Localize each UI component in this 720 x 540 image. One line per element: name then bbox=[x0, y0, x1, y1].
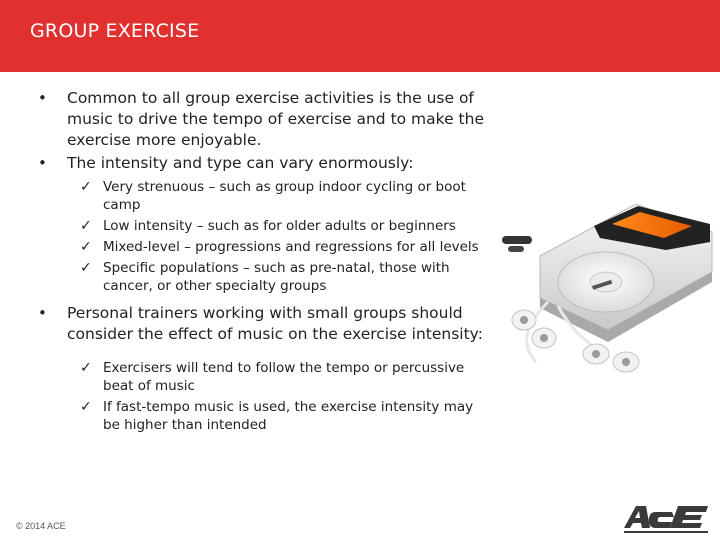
checkmark-icon: ✓ bbox=[80, 179, 92, 195]
bullet-icon: • bbox=[38, 304, 47, 322]
slide-content bbox=[38, 88, 488, 442]
sub-list bbox=[78, 178, 488, 295]
bullet-icon: • bbox=[38, 154, 47, 172]
bullet-text: Personal trainers working with small groups should consider the effect of music on the exercise intensity: bbox=[67, 304, 483, 343]
bullet-item bbox=[38, 153, 488, 174]
sub-text: Exercisers will tend to follow the tempo or percussive beat of music bbox=[103, 360, 465, 394]
bullet-icon: • bbox=[38, 89, 47, 107]
sub-item bbox=[78, 259, 488, 295]
sub-text: If fast-tempo music is used, the exercise intensity may be higher than intended bbox=[103, 399, 474, 433]
title-bar bbox=[0, 0, 720, 72]
sub-text: Mixed-level – progressions and regressions for all levels bbox=[103, 239, 479, 255]
bullet-item bbox=[38, 88, 488, 151]
music-player-photo bbox=[488, 202, 714, 380]
bullet-text: Common to all group exercise activities is the use of music to drive the tempo of exercise and to make the exercise more enjoyable. bbox=[67, 89, 484, 149]
bullet-item bbox=[38, 303, 488, 345]
sub-item bbox=[78, 238, 488, 256]
sub-text: Low intensity – such as for older adults or beginners bbox=[103, 218, 456, 234]
checkmark-icon: ✓ bbox=[80, 360, 92, 376]
sub-list bbox=[78, 359, 488, 434]
sub-item bbox=[78, 398, 488, 434]
sub-item bbox=[78, 178, 488, 214]
bullet-text: The intensity and type can vary enormously: bbox=[67, 154, 414, 172]
ace-logo bbox=[620, 502, 712, 536]
checkmark-icon: ✓ bbox=[80, 218, 92, 234]
sub-item bbox=[78, 217, 488, 235]
checkmark-icon: ✓ bbox=[80, 399, 92, 415]
sub-item bbox=[78, 359, 488, 395]
checkmark-icon: ✓ bbox=[80, 260, 92, 276]
checkmark-icon: ✓ bbox=[80, 239, 92, 255]
copyright-text: © 2014 ACE bbox=[16, 521, 66, 531]
slide-title: GROUP EXERCISE bbox=[30, 20, 200, 42]
sub-text: Specific populations – such as pre-natal, those with cancer, or other specialty groups bbox=[103, 260, 450, 294]
sub-text: Very strenuous – such as group indoor cycling or boot camp bbox=[103, 179, 466, 213]
